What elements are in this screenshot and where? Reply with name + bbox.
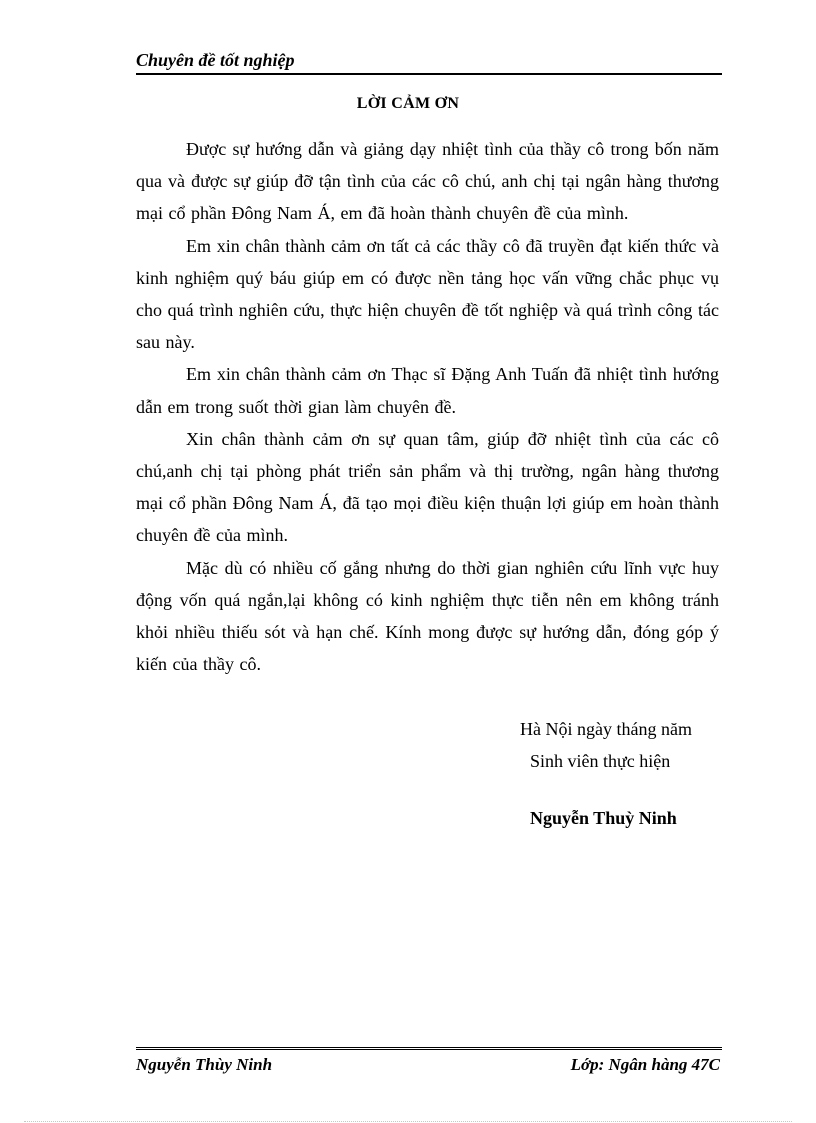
document-body [136, 133, 719, 680]
paragraph-5: Mặc dù có nhiều cố gắng nhưng do thời gian nghiên cứu lĩnh vực huy động vốn quá ngắn,lại không có kinh nghiệm thực tiễn nên em không tránh khỏi nhiều thiếu sót và hạn chế. Kính mong được sự hướng dẫn, đóng góp ý kiến của thầy cô. [136, 557, 719, 675]
footer-class: Lớp: Ngân hàng 47C [570, 1055, 720, 1074]
signature-role: Sinh viên thực hiện [530, 751, 671, 771]
signature-date: Hà Nội ngày tháng năm [520, 719, 692, 739]
paragraph-1: Được sự hướng dẫn và giảng dạy nhiệt tình của thầy cô trong bốn năm qua và được sự giúp đỡ tận tình của các cô chú, anh chị tại ngân hàng thương mại cổ phần Đông Nam Á, em đã hoàn thành chuyên đề của mình. [136, 139, 719, 224]
page-bottom-divider [24, 1121, 792, 1122]
page-header [136, 48, 722, 75]
document-title: LỜI CẢM ƠN [356, 95, 460, 112]
paragraph-3: Em xin chân thành cảm ơn Thạc sĩ Đặng Anh Tuấn đã nhiệt tình hướng dẫn em trong suốt thời gian làm chuyên đề. [136, 364, 719, 417]
page-footer [136, 1047, 722, 1080]
signature-name: Nguyễn Thuỳ Ninh [530, 808, 677, 828]
paragraph-2: Em xin chân thành cảm ơn tất cả các thầy cô đã truyền đạt kiến thức và kinh nghiệm quý báu giúp em có được nền tảng học vấn vững chắc phục vụ cho quá trình nghiên cứu, thực hiện chuyên đề tốt nghiệp và quá trình công tác sau này. [136, 235, 719, 353]
header-title: Chuyên đề tốt nghiệp [136, 50, 295, 70]
signature-block [508, 713, 720, 834]
footer-author: Nguyễn Thùy Ninh [136, 1055, 273, 1074]
paragraph-4: Xin chân thành cảm ơn sự quan tâm, giúp đỡ nhiệt tình của các cô chú,anh chị tại phòng phát triển sản phẩm và thị trường, ngân hàng thương mại cổ phần Đông Nam Á, đã tạo mọi điều kiện thuận lợi giúp em hoàn thành chuyên đề của mình. [136, 428, 719, 546]
